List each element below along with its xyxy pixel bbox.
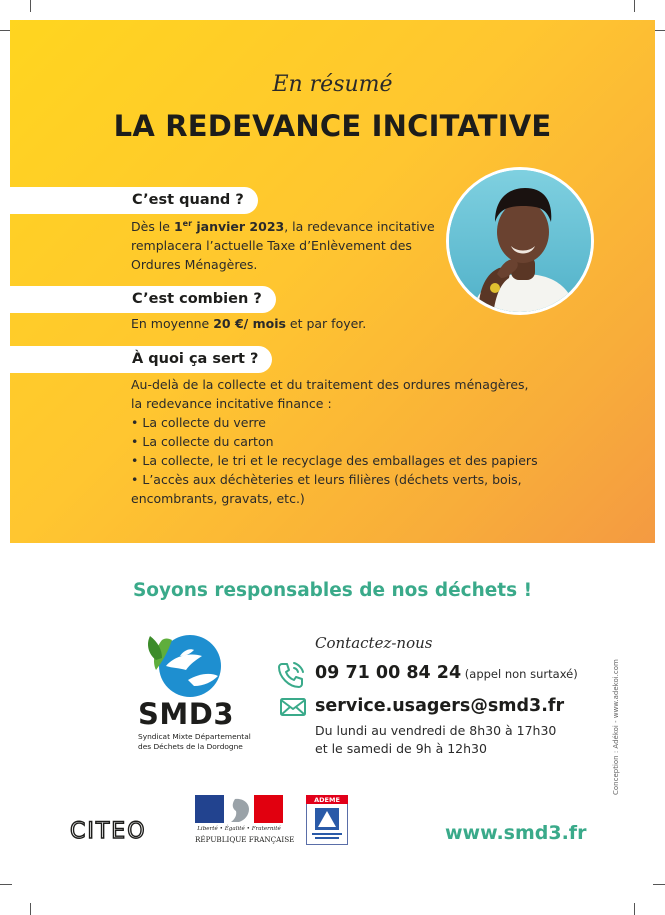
crop-mark xyxy=(30,903,31,915)
answer-when-date-rest: janvier 2023 xyxy=(192,219,285,235)
website-link[interactable]: www.smd3.fr xyxy=(445,822,587,844)
citeo-logo xyxy=(70,817,175,843)
answer-when-line3: Ordures Ménagères. xyxy=(131,257,258,273)
phone-line xyxy=(315,663,578,683)
answer-when-text: Dès le xyxy=(131,219,174,235)
smd3-subtitle xyxy=(138,732,251,751)
answer-when-text-rest: , la redevance incitative xyxy=(284,219,435,235)
answer-how-much-amount: 20 €/ mois xyxy=(213,316,286,331)
smd3-emblem-icon xyxy=(132,622,250,702)
crop-mark xyxy=(30,0,31,12)
list-item-continuation: encombrants, gravats, etc.) xyxy=(131,491,305,506)
rf-name: RÉPUBLIQUE FRANÇAISE xyxy=(195,835,295,844)
list-item: • La collecte du verre xyxy=(131,413,538,432)
opening-hours-saturday: et le samedi de 9h à 12h30 xyxy=(315,741,487,756)
answer-when-sup: er xyxy=(182,219,193,228)
contact-kicker: Contactez-nous xyxy=(315,634,433,652)
ademe-badge-icon xyxy=(306,795,348,845)
design-credit xyxy=(612,659,620,795)
ademe-logo xyxy=(306,795,348,845)
slogan: Soyons responsables de nos déchets ! xyxy=(132,580,533,601)
email-link[interactable]: service.usagers@smd3.fr xyxy=(315,696,565,716)
answer-when-date: 1 xyxy=(173,219,183,235)
marianne-icon xyxy=(195,795,283,825)
crop-mark xyxy=(634,0,635,12)
mail-icon xyxy=(278,695,308,719)
answer-purpose-intro1: Au-delà de la collecte et du traitement des ordures ménagères, xyxy=(131,377,529,392)
answer-how-much xyxy=(131,314,366,333)
page-title: LA REDEVANCE INCITATIVE xyxy=(113,109,552,143)
question-when: C’est quand ? xyxy=(10,187,258,214)
smd3-name: SMD3 xyxy=(138,697,234,731)
answer-purpose-intro2: la redevance incitative finance : xyxy=(131,396,332,411)
smd3-subtitle-line2: des Déchets de la Dordogne xyxy=(138,741,243,751)
person-illustration xyxy=(449,170,594,315)
design-credit-text: Conception : Adékoi - www.adekoi.com xyxy=(612,659,620,795)
smd3-subtitle-line1: Syndicat Mixte Départemental xyxy=(138,732,251,741)
citeo-wordmark: CITEO xyxy=(70,819,147,843)
ademe-label: ADEME xyxy=(314,796,340,804)
answer-how-much-text: En moyenne xyxy=(131,316,214,331)
question-purpose: À quoi ça sert ? xyxy=(10,346,272,373)
list-item: • La collecte du carton xyxy=(131,432,538,451)
summary-kicker: En résumé xyxy=(272,72,393,97)
phone-note: (appel non surtaxé) xyxy=(461,667,578,681)
answer-purpose xyxy=(131,375,538,508)
phone-icon xyxy=(276,660,306,690)
answer-when xyxy=(131,214,435,274)
list-item: • La collecte, le tri et le recyclage des emballages et des papiers xyxy=(131,451,538,470)
opening-hours xyxy=(315,722,556,758)
crop-mark xyxy=(634,903,635,915)
list-item: • L’accès aux déchèteries et leurs filières (déchets verts, bois, xyxy=(131,470,538,489)
answer-how-much-text-rest: et par foyer. xyxy=(285,316,367,331)
rf-motto: Liberté • Égalité • Fraternité xyxy=(197,826,281,832)
answer-when-line2: remplacera l’actuelle Taxe d’Enlèvement des xyxy=(131,238,412,254)
crop-mark xyxy=(653,884,665,885)
opening-hours-weekdays: Du lundi au vendredi de 8h30 à 17h30 xyxy=(315,723,557,738)
purpose-list xyxy=(131,413,538,489)
citeo-wordmark-icon xyxy=(70,817,175,843)
crop-mark xyxy=(0,884,12,885)
phone-number[interactable]: 09 71 00 84 24 xyxy=(315,663,462,683)
question-how-much: C’est combien ? xyxy=(10,286,276,313)
portrait-photo xyxy=(446,167,594,315)
